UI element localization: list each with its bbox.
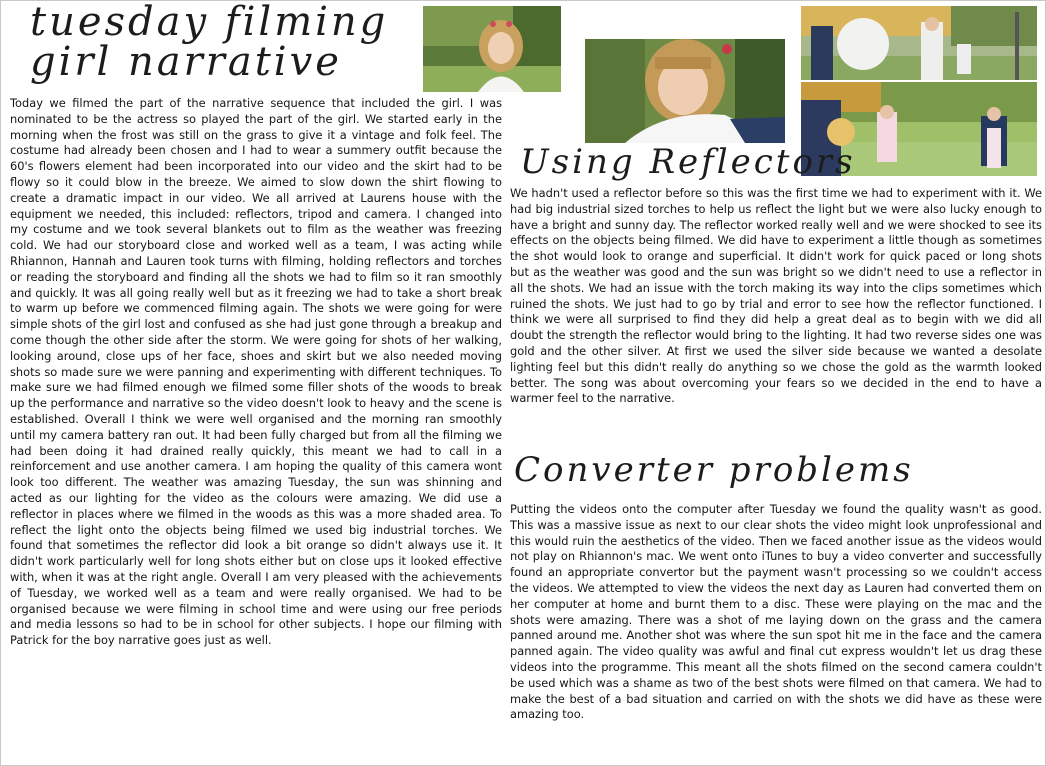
reflectors-heading: Using Reflectors (520, 142, 856, 182)
left-article-paragraph: Today we filmed the part of the narrative sequence that included the girl. I was nominated to be the actress so played the part of the girl. We started early in the morning when the frost was still on the grass to give it a vintage and folk feel. The costume had already been chosen and I had to wear a summery outfit because the 60's flowers element had been incorporated into our video and the skirt had to be flowy so it could blow in the breeze. We aimed to slow down the shirt flowing to create a dramatic impact in our video. We all arrived at Laurens house with the equipment we needed, this included: reflectors, tripod and camera. I changed into my costume and we took several blankets out to film as the weather was freezing cold. We had our storyboard close and worked well as a team, I was acting while Rhiannon, Hannah and Lauren took turns with filming, holding reflectors and torches or reading the storyboard and finding all the shots we had to film so it ran smoothly and quickly. It was all going really well but as it freezing we had to take a short break to warm up before we commenced filming again. The shots we were going for were simple shots of the girl lost and confused as she had just gone through a breakup and come though the other side after the storm. We were going for shots of her walking, looking around, close ups of her face, shoes and skirt but we also needed moving shots so made sure we were panning and experimenting with different techniques. To make sure we had filmed enough we filmed some filler shots of the woods to break up the performance and narrative so the video doesn't look to heavy and the scene is established. Overall I think we were well organised and the morning ran smoothly until my camera battery ran out. It had been fully charged but from all the filming we had been doing it had drained really quickly, this meant we had to call in a reinforcement and use another camera. I am hoping the quality of this camera wont look too different. The weather was amazing Tuesday, the sun was shinning and acted as our lighting for the video as the colours were amazing. We did use a reflector in places where we filmed in the woods as this was a more shaded area. To reflect the light onto the objects being filmed we used big industrial torches. We found that sometimes the reflector did look a bit orange so didn't always use it. It didn't work particularly well for long shots either but on close ups it looked effective with, when it was at the right angle. Overall I am very pleased with the achievements of Tuesday, we worked well as a team and were really organised. We had to be organised because we were filming in school time and were using our free periods and media lessons so had to be in school for other subjects. I hope our filming with Patrick for the boy narrative goes just as well. (10, 96, 502, 648)
photo-reflector-crew (801, 6, 1037, 80)
main-title-line2: girl narrative (30, 39, 342, 85)
photo-girl-closeup-blanket (585, 39, 785, 143)
photo-girl-in-woods (423, 6, 561, 92)
converter-paragraph: Putting the videos onto the computer after Tuesday we found the quality wasn't as good. This was a massive issue as next to our clear shots the video might look unprofessional and this would ruin the aesthetics of the video. Then we faced another issue as the videos would not play on Rhiannon's mac. We went onto iTunes to buy a video converter and successfully found an appropriate convertor but the payment wasn't processing so we couldn't access the videos. We attempted to view the videos the next day as Lauren had converted them on her computer at home and burnt them to a disc. These were playing on the mac and the shots were amazing. There was a shot of me laying down on the grass and the camera panned around me. Another shot was where the sun spot hit me in the face and the camera panned again. The video quality was awful and final cut express wouldn't let us drag these videos into the programme. This meant all the shots filmed on the second camera couldn't be used which was a shame as two of the best shots were filmed on that camera. We had to make the best of a bad situation and carried on with the shots we did have as these were amazing too. (510, 502, 1042, 722)
reflectors-paragraph: We hadn't used a reflector before so this was the first time we had to experiment with it. We had big industrial sized torches to help us reflect the light but we were also lucky enough to have a bright and sunny day. The reflector worked really well and we were shocked to see its effects on the objects being filmed. We did have to experiment a little though as sometimes the shot would look to orange and superficial. It didn't work for quick paced or long shots but as the weather was good and the sun was bright so we didn't need to use a reflector in all the shots. We had an issue with the torch making its way into the clips sometimes which ruined the shots. We just had to go by trial and error to see how the reflector functioned. I think we were all surprised to find they did help a great deal as to begin with we did all doubt the strength the reflector would bring to the lighting. It had two reverse sides one was gold and the other silver. At first we used the silver side because we wanted a desolate lighting feel but this didn't really do anything so we chose the gold as the warmth looked better. The song was about overcoming your fears so we decided in the end to have a warmer feel to the narrative. (510, 186, 1042, 406)
main-title-line1: tuesday filming (30, 0, 389, 45)
converter-heading: Converter problems (514, 450, 914, 490)
